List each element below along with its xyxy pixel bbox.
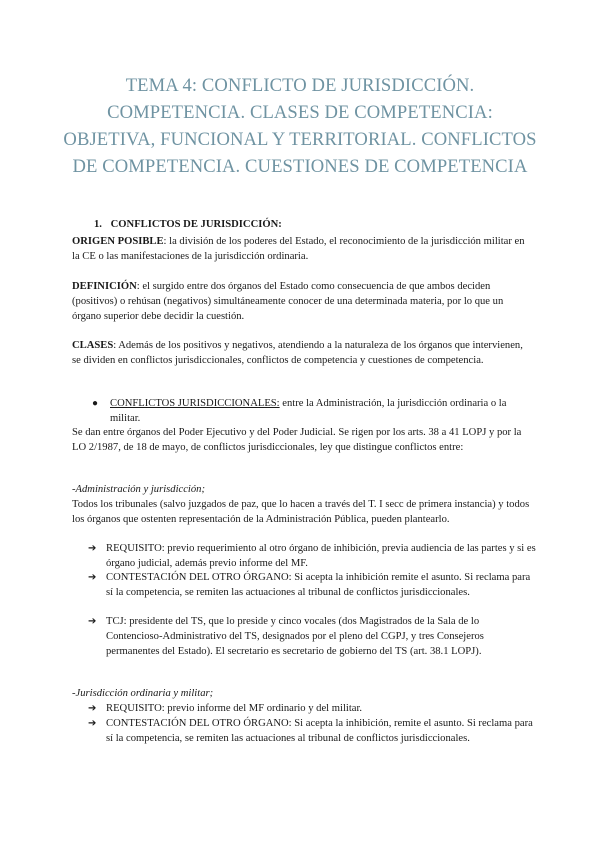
- arrow-icon: ➔: [88, 572, 97, 583]
- list-item: [88, 716, 538, 746]
- arrow-icon: ➔: [88, 616, 97, 627]
- list-item: [88, 541, 538, 571]
- subheading-administracion: -Administración y jurisdicción;: [72, 484, 205, 495]
- section-number: 1.: [94, 219, 102, 230]
- list-item-text: TCJ: presidente del TS, que lo preside y cinco vocales (dos Magistrados de la Sala de lo Contencioso-Administrativo del TS, designados por el pleno del CGPJ, y tres Consejeros permanentes del Estado). El secretario es secretario de gobierno del TS (art. 38.1 LOPJ).: [106, 616, 484, 658]
- origen-text: : la división de los poderes del Estado, el reconocimiento de la jurisdicción militar en la CE o las manifestaciones de la jurisdicción ordinaria.: [72, 236, 525, 263]
- arrow-icon: ➔: [88, 543, 97, 554]
- arrow-icon: ➔: [88, 703, 97, 714]
- section-title: CONFLICTOS DE JURISDICCIÓN:: [110, 219, 282, 230]
- bullet-label: CONFLICTOS JURISDICCIONALES:: [110, 398, 280, 409]
- clases-label: CLASES: [72, 340, 114, 351]
- bullet-text-wrap: [110, 396, 532, 426]
- administracion-paragraph: Todos los tribunales (salvo juzgados de paz, que lo hacen a través del T. I secc de primera instancia) y todos los órganos que ostenten representación de la Administración Pública, pueden plantearlo.: [72, 499, 530, 526]
- document-title: TEMA 4: CONFLICTO DE JURISDICCIÓN. COMPETENCIA. CLASES DE COMPETENCIA: OBJETIVA, FUNCIONAL Y TERRITORIAL. CONFLICTOS DE COMPETENCIA. CUESTIONES DE COMPETENCIA: [63, 75, 537, 177]
- list-item: [88, 701, 538, 716]
- origen-paragraph: [72, 234, 530, 264]
- clases-text: : Además de los positivos y negativos, atendiendo a la naturaleza de los órganos que intervienen, se dividen en conflictos jurisdiccionales, conflictos de competencia y cuestiones de competencia.: [72, 340, 523, 367]
- bullet-text: entre la Administración, la jurisdicción ordinaria o la militar.: [110, 398, 507, 425]
- definicion-text: : el surgido entre dos órganos del Estado como consecuencia de que ambos deciden (positivos) o rehúsan (negativos) simultáneamente conocer de una determinada materia, por lo que un órgano superior debe decidir la cuestión.: [72, 281, 504, 323]
- list-item-text: CONTESTACIÓN DEL OTRO ÓRGANO: Si acepta la inhibición, remite el asunto. Si reclama para sí la competencia, se remiten las actuaciones al tribunal de conflictos jurisdiccionales.: [106, 718, 533, 745]
- clases-paragraph: [72, 338, 530, 368]
- list-item: [88, 614, 538, 660]
- arrow-icon: ➔: [88, 718, 97, 729]
- bullet-item: [92, 396, 532, 426]
- definicion-paragraph: [72, 279, 530, 325]
- list-item-text: REQUISITO: previo requerimiento al otro órgano de inhibición, previa audiencia de las partes y si es órgano judicial, además previo informe del MF.: [106, 543, 536, 570]
- origen-label: ORIGEN POSIBLE: [72, 236, 164, 247]
- list-item-text: CONTESTACIÓN DEL OTRO ÓRGANO: Si acepta la inhibición remite el asunto. Si reclama para sí la competencia, se remiten las actuaciones al tribunal de conflictos jurisdiccionales.: [106, 572, 531, 599]
- subheading-jurisdiccion-militar: -Jurisdicción ordinaria y militar;: [72, 688, 214, 699]
- section-heading: [94, 219, 282, 230]
- list-item: [88, 570, 538, 600]
- intro-paragraph: Se dan entre órganos del Poder Ejecutivo y del Poder Judicial. Se rigen por los arts. 38 a 41 LOPJ y por la LO 2/1987, de 18 de mayo, de conflictos jurisdiccionales, ley que distingue conflictos entre:: [72, 427, 522, 454]
- list-item-text: REQUISITO: previo informe del MF ordinario y del militar.: [106, 703, 363, 714]
- bullet-icon: ●: [92, 398, 99, 409]
- definicion-label: DEFINICIÓN: [72, 281, 137, 292]
